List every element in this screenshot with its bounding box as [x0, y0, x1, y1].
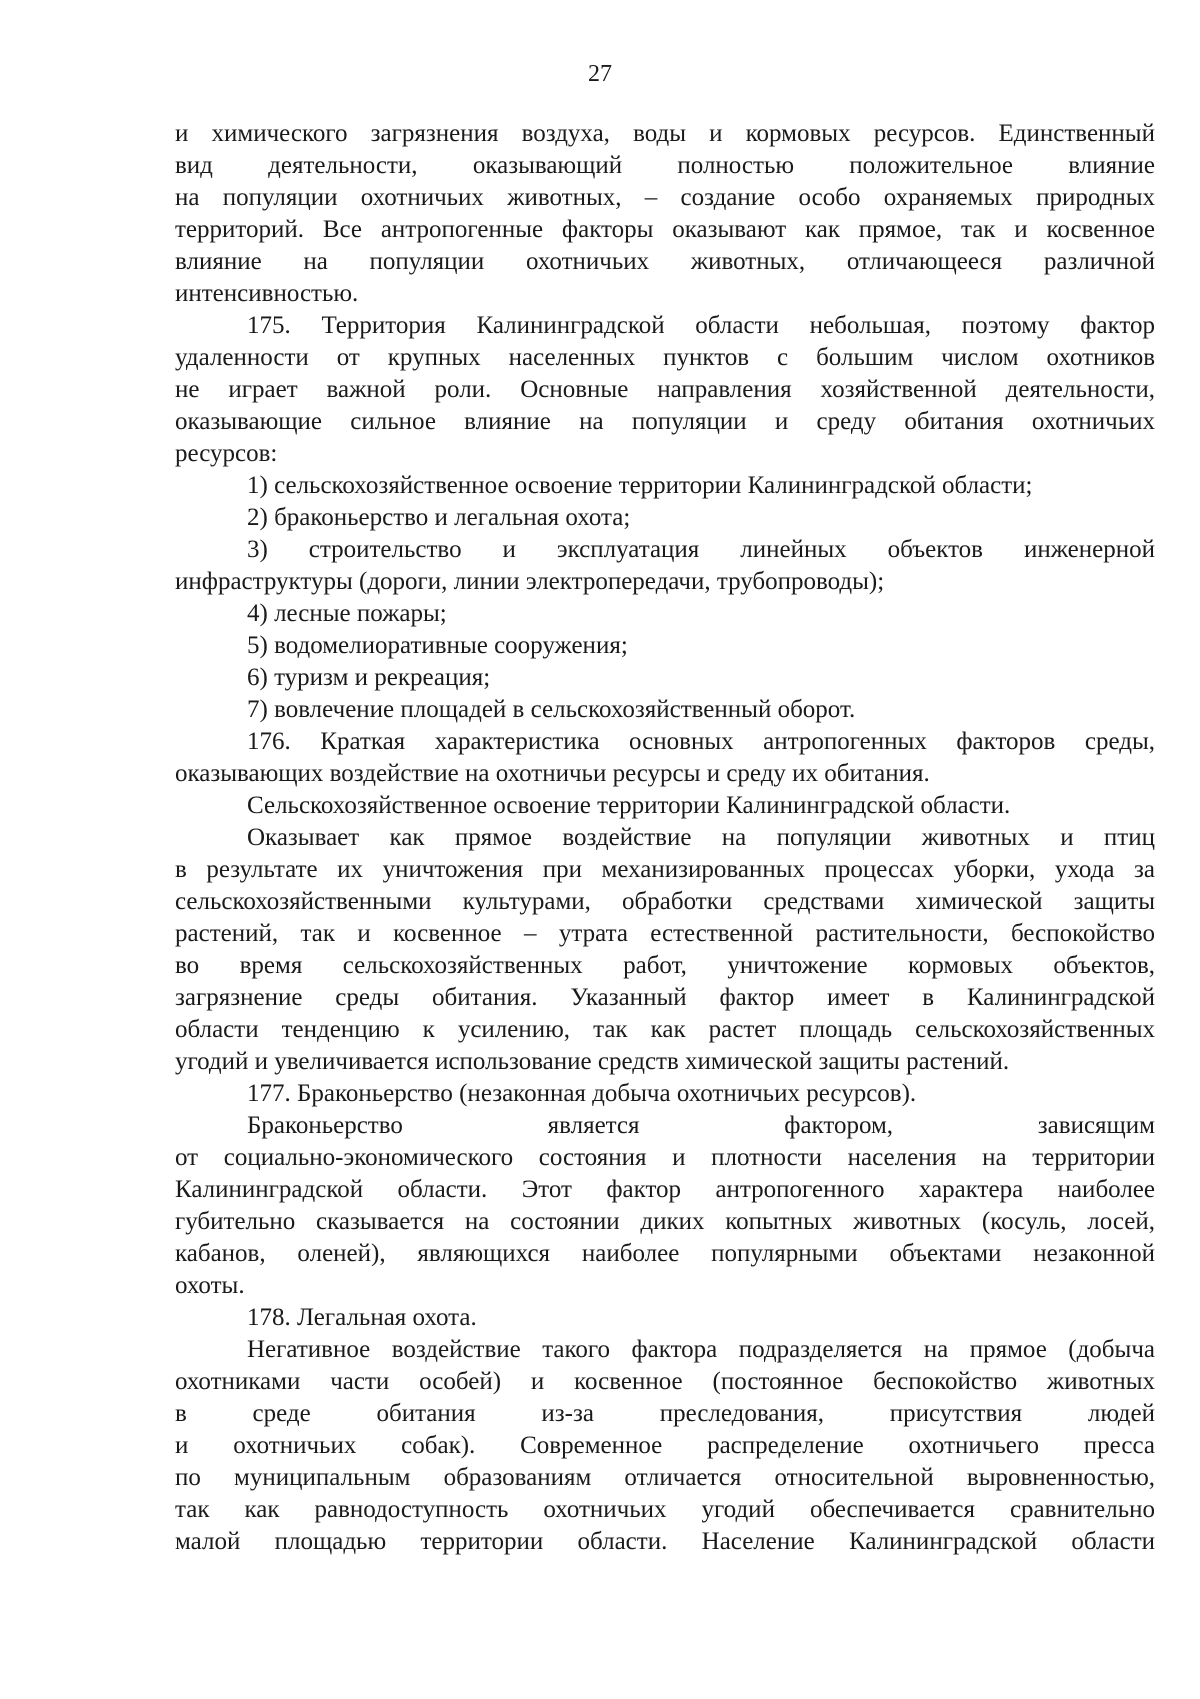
text-line: на популяции охотничьих животных, – создание особо охраняемых природных [175, 184, 1155, 211]
text-line: 5) водомелиоративные сооружения; [247, 632, 628, 659]
body-text [175, 118, 1155, 1558]
text-line: территорий. Все антропогенные факторы оказывают как прямое, так и косвенное [175, 216, 1155, 243]
text-line: 3) строительство и эксплуатация линейных объектов инженерной [247, 536, 1155, 563]
text-line: оказывающих воздействие на охотничьи ресурсы и среду их обитания. [175, 760, 930, 787]
text-line: 4) лесные пожары; [247, 600, 447, 627]
text-line: охоты. [175, 1272, 245, 1299]
text-line: области тенденцию к усилению, так как растет площадь сельскохозяйственных [175, 1016, 1155, 1043]
text-line: от социально-экономического состояния и плотности населения на территории [175, 1144, 1155, 1171]
text-line: 1) сельскохозяйственное освоение территории Калининградской области; [247, 472, 1033, 499]
text-line: и химического загрязнения воздуха, воды и кормовых ресурсов. Единственный [175, 120, 1155, 147]
text-line: 175. Территория Калининградской области небольшая, поэтому фактор [247, 312, 1155, 339]
text-line: растений, так и косвенное – утрата естественной растительности, беспокойство [175, 920, 1155, 947]
text-line: 6) туризм и рекреация; [247, 664, 491, 691]
text-line: 2) браконьерство и легальная охота; [247, 504, 631, 531]
text-line: ресурсов: [175, 440, 278, 467]
text-line: в результате их уничтожения при механизированных процессах уборки, ухода за [175, 856, 1155, 883]
text-line: 178. Легальная охота. [247, 1304, 477, 1331]
text-line: интенсивностью. [175, 280, 359, 307]
text-line: загрязнение среды обитания. Указанный фактор имеет в Калининградской [175, 984, 1155, 1011]
text-line: Негативное воздействие такого фактора подразделяется на прямое (добыча [247, 1336, 1155, 1363]
text-line: оказывающие сильное влияние на популяции и среду обитания охотничьих [175, 408, 1155, 435]
text-line: и охотничьих собак). Современное распределение охотничьего пресса [175, 1432, 1155, 1459]
text-line: удаленности от крупных населенных пунктов с большим числом охотников [175, 344, 1155, 371]
text-line: по муниципальным образованиям отличается относительной выровненностью, [175, 1464, 1155, 1491]
text-line: Сельскохозяйственное освоение территории Калининградской области. [247, 792, 1011, 819]
text-line: вид деятельности, оказывающий полностью положительное влияние [175, 152, 1155, 179]
text-line: во время сельскохозяйственных работ, уничтожение кормовых объектов, [175, 952, 1155, 979]
text-line: Оказывает как прямое воздействие на популяции животных и птиц [247, 824, 1155, 851]
text-line: сельскохозяйственными культурами, обработки средствами химической защиты [175, 888, 1155, 915]
text-line: влияние на популяции охотничьих животных, отличающееся различной [175, 248, 1155, 275]
text-line: угодий и увеличивается использование средств химической защиты растений. [175, 1048, 1010, 1075]
page-number: 27 [588, 61, 612, 87]
text-line: кабанов, оленей), являющихся наиболее популярными объектами незаконной [175, 1240, 1155, 1267]
text-line: малой площадью территории области. Население Калининградской области [175, 1528, 1155, 1555]
text-line: в среде обитания из-за преследования, присутствия людей [175, 1400, 1155, 1427]
text-line: Калининградской области. Этот фактор антропогенного характера наиболее [175, 1176, 1155, 1203]
text-line: губительно сказывается на состоянии диких копытных животных (косуль, лосей, [175, 1208, 1155, 1235]
text-line: так как равнодоступность охотничьих угодий обеспечивается сравнительно [175, 1496, 1155, 1523]
text-line: инфраструктуры (дороги, линии электропередачи, трубопроводы); [175, 568, 885, 595]
text-line: охотниками части особей) и косвенное (постоянное беспокойство животных [175, 1368, 1155, 1395]
text-line: не играет важной роли. Основные направления хозяйственной деятельности, [175, 376, 1155, 403]
text-line: Браконьерство является фактором, зависящим [247, 1112, 1155, 1139]
text-line: 7) вовлечение площадей в сельскохозяйственный оборот. [247, 696, 856, 723]
text-line: 176. Краткая характеристика основных антропогенных факторов среды, [247, 728, 1155, 755]
text-line: 177. Браконьерство (незаконная добыча охотничьих ресурсов). [247, 1080, 917, 1107]
